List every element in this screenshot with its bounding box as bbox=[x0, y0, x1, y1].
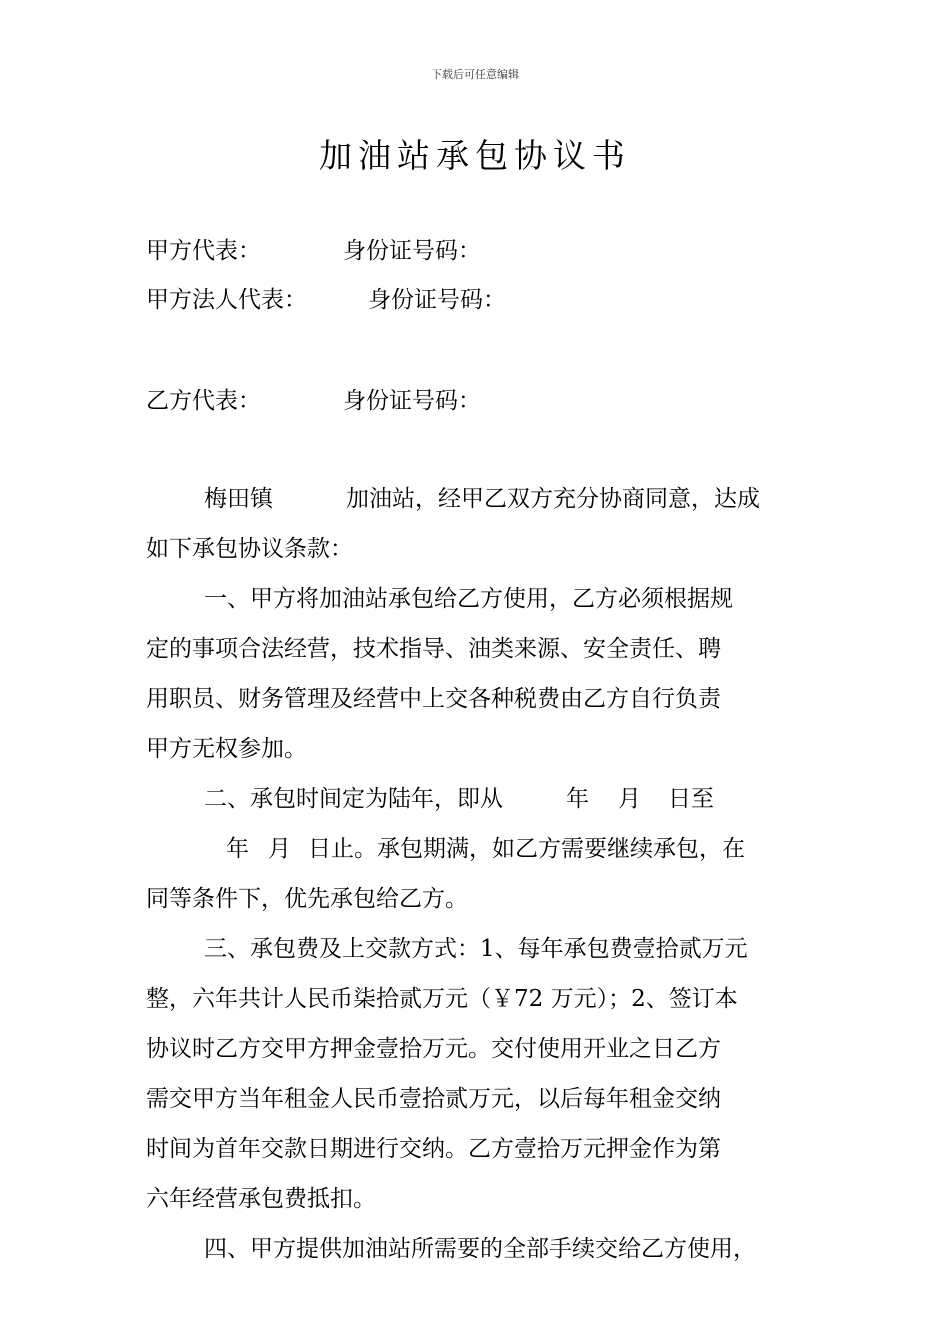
party-a-legal-label: 甲方法人代表： bbox=[146, 287, 307, 313]
document-title: 加油站承包协议书 bbox=[319, 136, 631, 175]
party-a-rep-label: 甲方代表： bbox=[146, 238, 261, 264]
clause1-text: 定的事项合法经营，技术指导、油类来源、安全责任、聘 bbox=[146, 636, 721, 662]
clause3-text: 时间为首年交款日期进行交纳。乙方壹拾万元押金作为第 bbox=[146, 1136, 721, 1162]
party-a-id-label: 身份证号码： bbox=[343, 238, 481, 264]
intro-town: 梅田镇 bbox=[204, 486, 273, 512]
clause2-start-month: 月 bbox=[618, 786, 641, 812]
clause2-start-day: 日至 bbox=[668, 786, 714, 812]
clause1-text: 一、甲方将加油站承包给乙方使用，乙方必须根据规 bbox=[204, 586, 733, 612]
party-a-legal-id-label: 身份证号码： bbox=[368, 287, 506, 313]
clause2-end-year: 年 bbox=[226, 836, 249, 862]
clause2-start-year: 年 bbox=[566, 786, 589, 812]
clause2-text: 二、承包时间定为陆年，即从 bbox=[204, 786, 503, 812]
clause2-end-month: 月 bbox=[268, 836, 291, 862]
party-b-id-label: 身份证号码： bbox=[343, 388, 481, 414]
clause3-text: 协议时乙方交甲方押金壹拾万元。交付使用开业之日乙方 bbox=[146, 1036, 721, 1062]
clause3-text: 需交甲方当年租金人民币壹拾贰万元，以后每年租金交纳 bbox=[146, 1086, 721, 1112]
clause3-text: 三、承包费及上交款方式：1、每年承包费壹拾贰万元 bbox=[204, 936, 748, 962]
clause1-text: 用职员、财务管理及经营中上交各种税费由乙方自行负责 bbox=[146, 686, 721, 712]
header-note: 下载后可任意编辑 bbox=[431, 68, 519, 81]
clause3-text: 整，六年共计人民币柒拾贰万元（￥72 万元）；2、签订本 bbox=[146, 986, 738, 1012]
clause3-text: 六年经营承包费抵扣。 bbox=[146, 1186, 376, 1212]
clause4-text: 四、甲方提供加油站所需要的全部手续交给乙方使用， bbox=[204, 1236, 756, 1262]
clause1-text: 甲方无权参加。 bbox=[146, 736, 307, 762]
party-b-rep-label: 乙方代表： bbox=[146, 388, 261, 414]
intro-cont: 如下承包协议条款： bbox=[146, 536, 353, 562]
intro-rest: 加油站，经甲乙双方充分协商同意，达成 bbox=[346, 486, 760, 512]
clause2-text: 日止。承包期满，如乙方需要继续承包，在 bbox=[308, 836, 745, 862]
clause2-text: 同等条件下，优先承包给乙方。 bbox=[146, 886, 468, 912]
